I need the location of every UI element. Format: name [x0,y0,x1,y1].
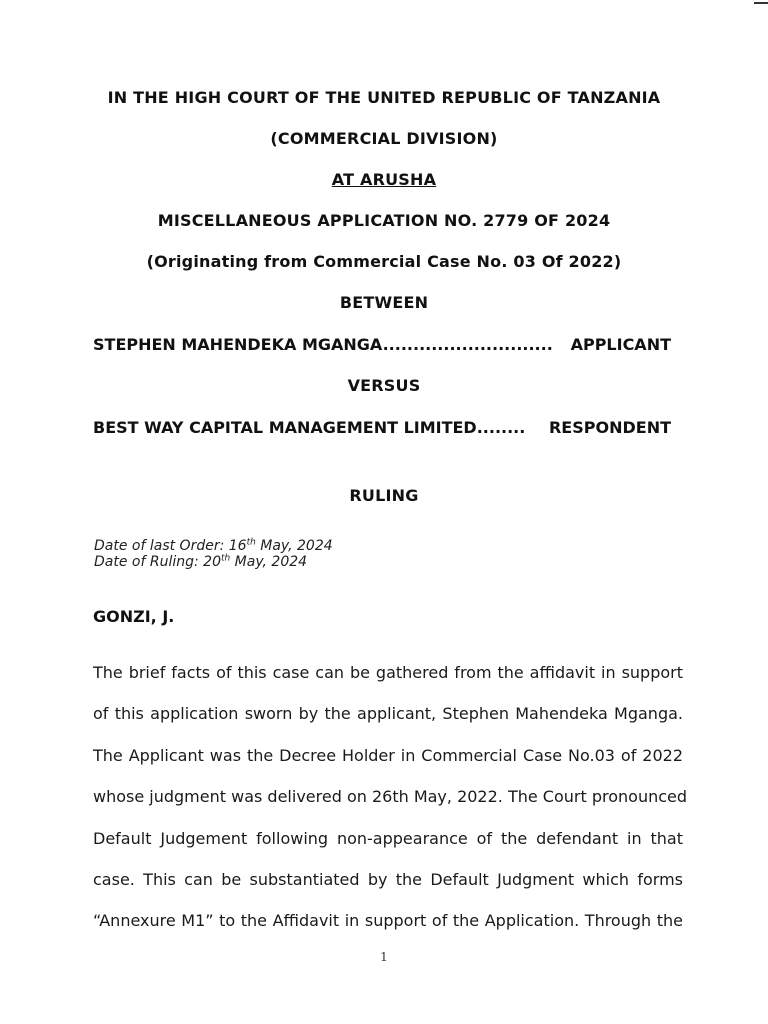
between-heading: BETWEEN [339,293,429,312]
body-line: Default Judgement following non-appearance of the defendant in that [93,828,683,848]
respondent-line [93,418,671,437]
division-title: (COMMERCIAL DIVISION) [270,129,498,148]
body-line: of this application sworn by the applicant, Stephen Mahendeka Mganga. [93,704,683,724]
applicant-role: APPLICANT [570,335,671,354]
date-of-ruling: Date of Ruling: 20th May, 2024 [94,553,308,570]
applicant-name: STEPHEN MAHENDEKA MGANGA............................ [93,335,553,354]
originating-case: (Originating from Commercial Case No. 03 Of 2022) [146,252,622,271]
respondent-role: RESPONDENT [548,418,671,437]
ruling-heading: RULING [349,486,419,505]
judge-name: GONZI, J. [93,607,175,626]
body-line: The brief facts of this case can be gathered from the affidavit in support [93,663,683,682]
ruling-body [93,652,688,942]
dates-block [94,538,333,570]
versus-heading: VERSUS [347,376,421,395]
body-line: The Applicant was the Decree Holder in Commercial Case No.03 of 2022 [93,745,683,765]
respondent-name: BEST WAY CAPITAL MANAGEMENT LIMITED........ [93,418,526,437]
application-number: MISCELLANEOUS APPLICATION NO. 2779 OF 2024 [157,211,611,230]
body-line: “Annexure M1” to the Affidavit in support of the Application. Through the [93,911,683,931]
body-line: case. This can be substantiated by the Default Judgment which forms [93,869,683,889]
body-line: whose judgment was delivered on 26th May, 2022. The Court pronounced [93,787,688,807]
location-line [0,170,768,189]
court-title: IN THE HIGH COURT OF THE UNITED REPUBLIC OF TANZANIA [107,88,661,107]
page-edge-mark [754,2,768,4]
date-last-order: Date of last Order: 16th May, 2024 [94,537,333,554]
applicant-line [93,335,671,354]
location-title: AT ARUSHA [331,170,437,189]
page-number: 1 [380,950,388,964]
